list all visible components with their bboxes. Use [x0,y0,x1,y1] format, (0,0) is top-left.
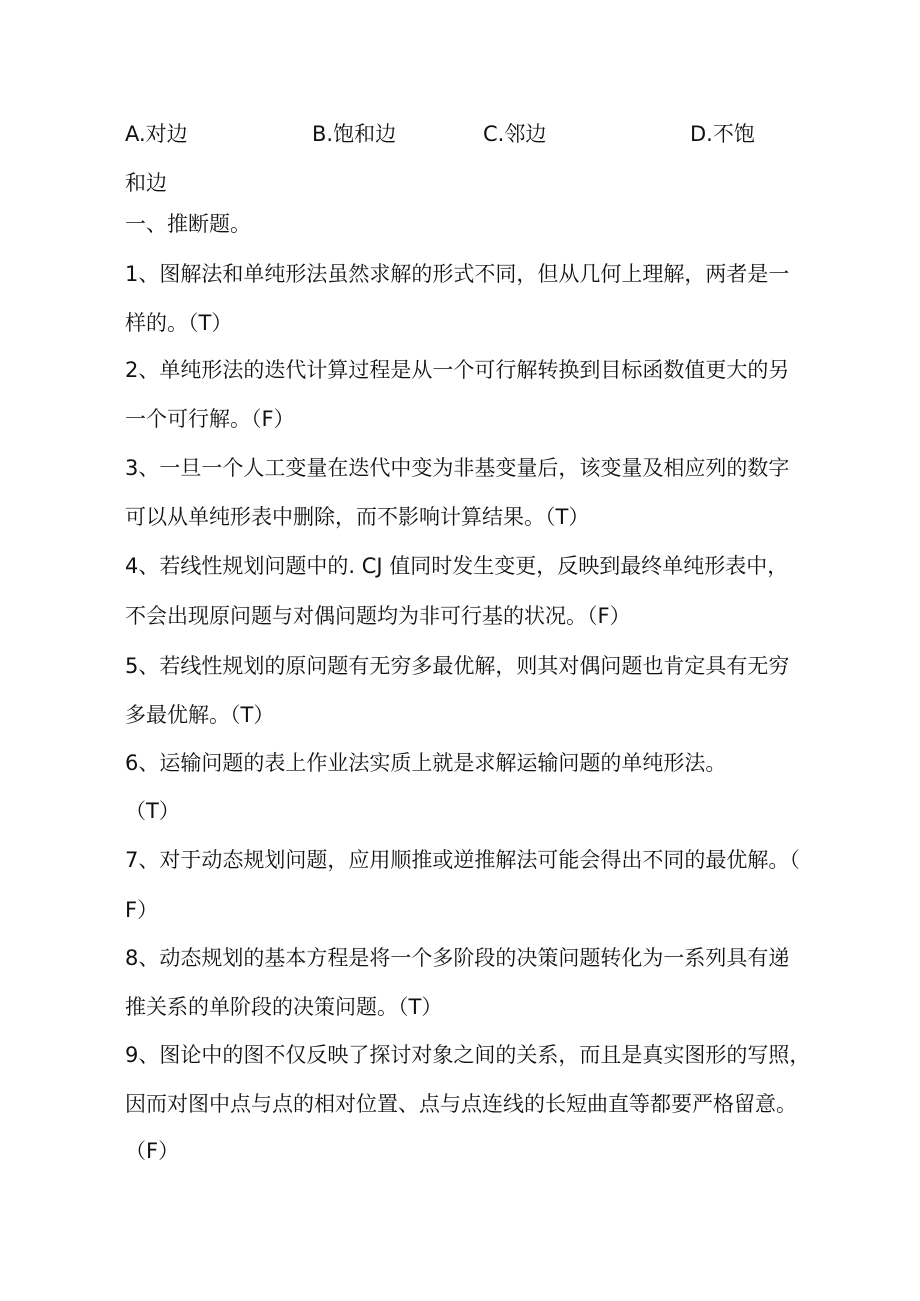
question-4-line-2: 不会出现原问题与对偶问题均为非可行基的状况。（F） [125,604,631,628]
option-b: B.饱和边 [312,122,397,146]
option-d-continuation: 和边 [125,171,167,195]
option-d: D.不饱 [690,122,755,146]
question-5-line-1: 5、若线性规划的原问题有无穷多最优解，则其对偶问题也肯定具有无穷 [125,654,790,678]
question-2-line-2: 一个可行解。（F） [125,407,295,431]
section-heading: 一、推断题。 [125,212,251,236]
question-8-line-1: 8、动态规划的基本方程是将一个多阶段的决策问题转化为一系列具有递 [125,946,790,970]
question-3-line-2: 可以从单纯形表中删除，而不影响计算结果。（T） [125,505,590,529]
question-2-line-1: 2、单纯形法的迭代计算过程是从一个可行解转换到目标函数值更大的另 [125,358,790,382]
question-3-line-1: 3、一旦一个人工变量在迭代中变为非基变量后，该变量及相应列的数字 [125,456,790,480]
question-4-line-1: 4、若线性规划问题中的. CJ 值同时发生变更，反映到最终单纯形表中， [125,554,789,578]
question-1-line-1: 1、图解法和单纯形法虽然求解的形式不同，但从几何上理解，两者是一 [125,262,790,286]
option-c: C.邻边 [483,122,547,146]
question-1-line-2: 样的。（T） [125,311,233,335]
option-a: A.对边 [125,122,188,146]
question-8-line-2: 推关系的单阶段的决策问题。（T） [125,995,443,1019]
question-6-line-1: 6、运输问题的表上作业法实质上就是求解运输问题的单纯形法。 [125,751,727,775]
question-9-line-3: （F） [125,1139,180,1163]
question-7-line-2: F） [125,898,159,922]
question-7-line-1: 7、对于动态规划问题，应用顺推或逆推解法可能会得出不同的最优解。（ [125,848,800,872]
question-9-line-1: 9、图论中的图不仅反映了探讨对象之间的关系，而且是真实图形的写照， [125,1043,811,1067]
question-5-line-2: 多最优解。（T） [125,703,275,727]
question-6-line-2: （T） [125,799,180,823]
question-9-line-2: 因而对图中点与点的相对位置、点与点连线的长短曲直等都要严格留意。 [125,1092,797,1116]
